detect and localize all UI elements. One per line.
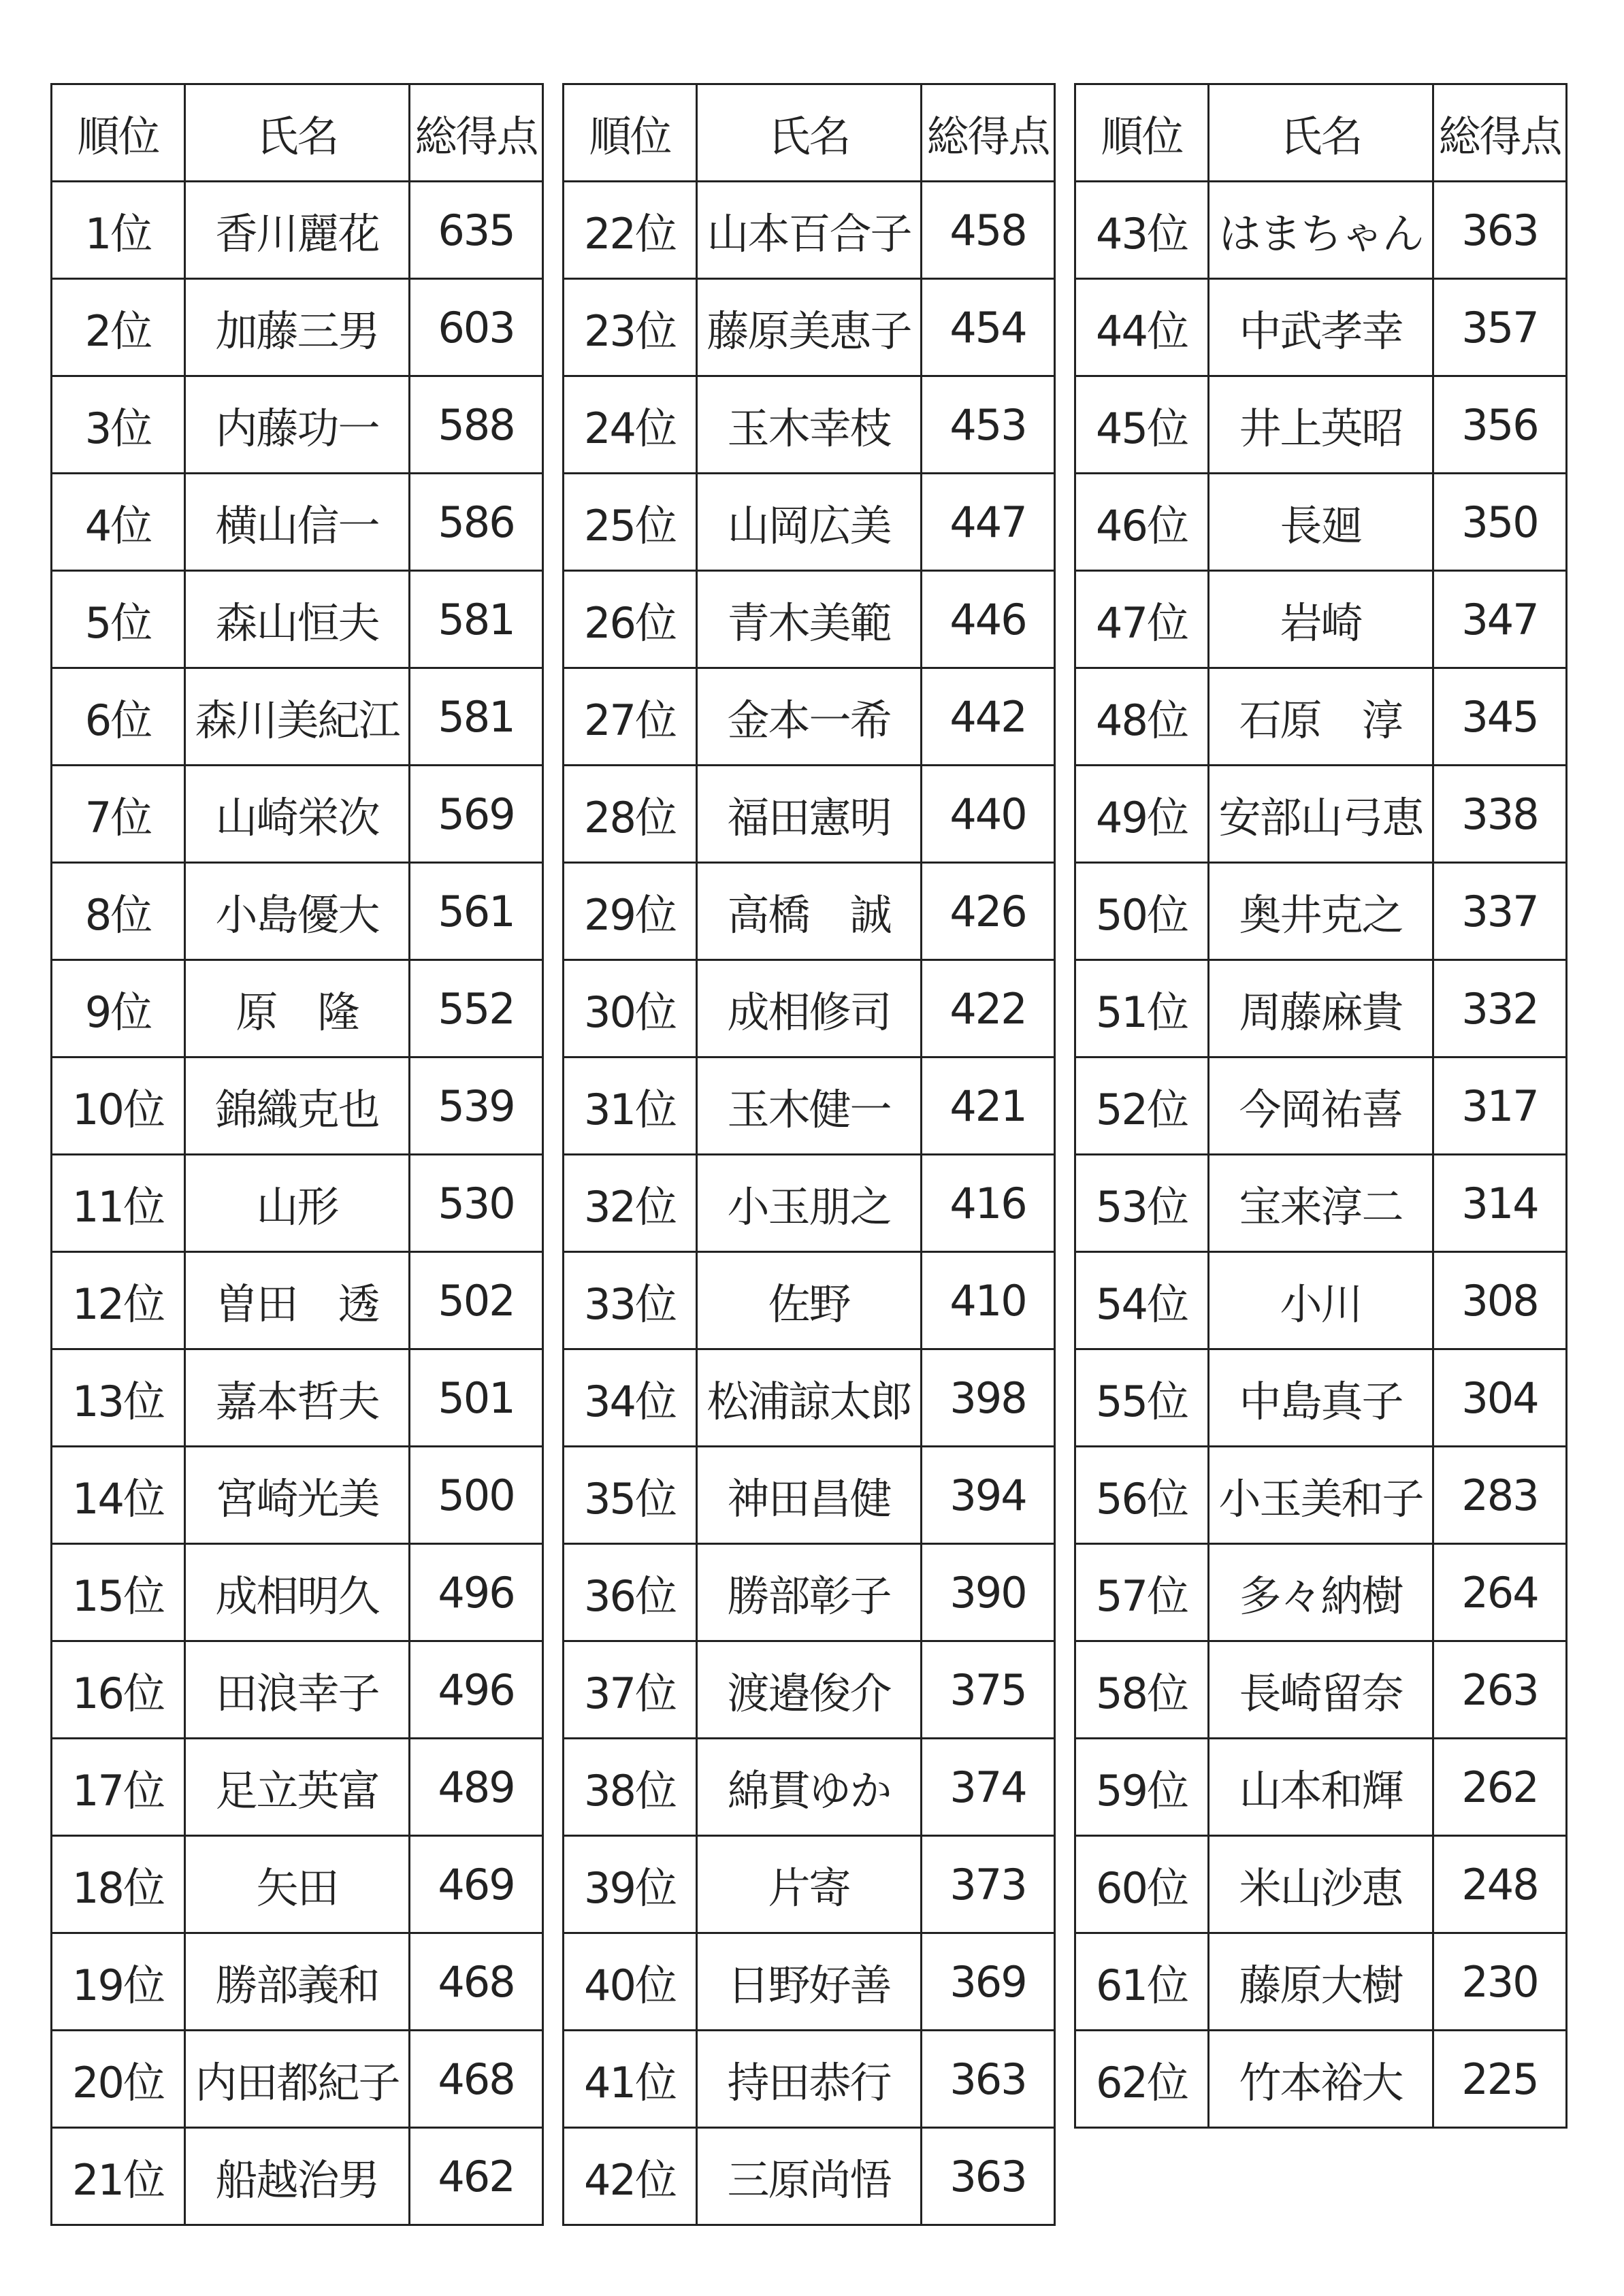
rank-cell: 4位 bbox=[52, 474, 185, 571]
score-cell: 440 bbox=[922, 766, 1055, 863]
rank-cell: 59位 bbox=[1075, 1739, 1209, 1836]
table-row bbox=[564, 1057, 1055, 1155]
name-cell: 小玉美和子 bbox=[1209, 1447, 1433, 1544]
rank-cell: 22位 bbox=[564, 182, 697, 279]
name-cell: 嘉本哲夫 bbox=[185, 1349, 410, 1447]
rank-cell: 56位 bbox=[1075, 1447, 1209, 1544]
rank-cell: 55位 bbox=[1075, 1349, 1209, 1447]
name-cell: 山岡広美 bbox=[697, 474, 922, 571]
score-cell: 263 bbox=[1433, 1641, 1567, 1739]
name-cell: 山崎栄次 bbox=[185, 766, 410, 863]
table-row bbox=[564, 1544, 1055, 1641]
score-header: 総得点 bbox=[1433, 84, 1567, 182]
rank-cell: 47位 bbox=[1075, 571, 1209, 668]
table-row bbox=[52, 766, 543, 863]
table-row bbox=[52, 182, 543, 279]
table-row bbox=[564, 863, 1055, 960]
score-cell: 308 bbox=[1433, 1252, 1567, 1349]
rank-cell: 16位 bbox=[52, 1641, 185, 1739]
rank-cell: 54位 bbox=[1075, 1252, 1209, 1349]
rank-cell: 51位 bbox=[1075, 960, 1209, 1057]
score-cell: 363 bbox=[1433, 182, 1567, 279]
score-cell: 390 bbox=[922, 1544, 1055, 1641]
score-cell: 283 bbox=[1433, 1447, 1567, 1544]
name-cell: 矢田 bbox=[185, 1836, 410, 1933]
score-cell: 345 bbox=[1433, 668, 1567, 766]
name-cell: 片寄 bbox=[697, 1836, 922, 1933]
name-cell: 小島優大 bbox=[185, 863, 410, 960]
name-cell: 内田都紀子 bbox=[185, 2031, 410, 2128]
rank-cell: 32位 bbox=[564, 1155, 697, 1252]
score-cell: 468 bbox=[410, 1933, 543, 2031]
rank-cell: 8位 bbox=[52, 863, 185, 960]
name-cell: 周藤麻貴 bbox=[1209, 960, 1433, 1057]
rank-cell: 49位 bbox=[1075, 766, 1209, 863]
name-cell: 内藤功一 bbox=[185, 376, 410, 474]
rank-cell: 14位 bbox=[52, 1447, 185, 1544]
score-cell: 363 bbox=[922, 2031, 1055, 2128]
table-row bbox=[1075, 182, 1567, 279]
name-cell: 香川麗花 bbox=[185, 182, 410, 279]
score-cell: 357 bbox=[1433, 279, 1567, 376]
name-cell: 玉木健一 bbox=[697, 1057, 922, 1155]
name-cell: 山本和輝 bbox=[1209, 1739, 1433, 1836]
name-cell: 森川美紀江 bbox=[185, 668, 410, 766]
ranking-table-1 bbox=[50, 83, 544, 2226]
score-cell: 264 bbox=[1433, 1544, 1567, 1641]
table-row bbox=[52, 1641, 543, 1739]
score-cell: 422 bbox=[922, 960, 1055, 1057]
table-row bbox=[1075, 1739, 1567, 1836]
name-cell: 中武孝幸 bbox=[1209, 279, 1433, 376]
name-cell: 小玉朋之 bbox=[697, 1155, 922, 1252]
score-cell: 314 bbox=[1433, 1155, 1567, 1252]
score-cell: 410 bbox=[922, 1252, 1055, 1349]
score-cell: 225 bbox=[1433, 2031, 1567, 2128]
name-cell: 持田恭行 bbox=[697, 2031, 922, 2128]
name-cell: 青木美範 bbox=[697, 571, 922, 668]
rank-cell: 41位 bbox=[564, 2031, 697, 2128]
name-cell: 勝部義和 bbox=[185, 1933, 410, 2031]
table-row bbox=[1075, 474, 1567, 571]
rank-cell: 33位 bbox=[564, 1252, 697, 1349]
name-cell: 小川 bbox=[1209, 1252, 1433, 1349]
score-cell: 603 bbox=[410, 279, 543, 376]
name-cell: 米山沙恵 bbox=[1209, 1836, 1433, 1933]
score-cell: 373 bbox=[922, 1836, 1055, 1933]
name-cell: 船越治男 bbox=[185, 2128, 410, 2225]
rank-cell: 50位 bbox=[1075, 863, 1209, 960]
table-row bbox=[52, 960, 543, 1057]
score-cell: 469 bbox=[410, 1836, 543, 1933]
rank-cell: 52位 bbox=[1075, 1057, 1209, 1155]
table-row bbox=[1075, 1447, 1567, 1544]
score-cell: 338 bbox=[1433, 766, 1567, 863]
table-row bbox=[52, 376, 543, 474]
header-row bbox=[1075, 84, 1567, 182]
score-cell: 552 bbox=[410, 960, 543, 1057]
name-cell: 勝部彰子 bbox=[697, 1544, 922, 1641]
name-cell: 高橋 誠 bbox=[697, 863, 922, 960]
table-row bbox=[564, 766, 1055, 863]
score-cell: 426 bbox=[922, 863, 1055, 960]
score-cell: 635 bbox=[410, 182, 543, 279]
table-row bbox=[1075, 1252, 1567, 1349]
rank-cell: 36位 bbox=[564, 1544, 697, 1641]
rank-cell: 3位 bbox=[52, 376, 185, 474]
score-cell: 454 bbox=[922, 279, 1055, 376]
name-cell: 錦織克也 bbox=[185, 1057, 410, 1155]
rank-cell: 35位 bbox=[564, 1447, 697, 1544]
rank-cell: 29位 bbox=[564, 863, 697, 960]
name-header: 氏名 bbox=[697, 84, 922, 182]
rank-cell: 39位 bbox=[564, 1836, 697, 1933]
rank-cell: 46位 bbox=[1075, 474, 1209, 571]
score-cell: 347 bbox=[1433, 571, 1567, 668]
name-cell: 山本百合子 bbox=[697, 182, 922, 279]
name-cell: 日野好善 bbox=[697, 1933, 922, 2031]
score-cell: 561 bbox=[410, 863, 543, 960]
score-header: 総得点 bbox=[410, 84, 543, 182]
name-cell: 足立英富 bbox=[185, 1739, 410, 1836]
name-cell: 曽田 透 bbox=[185, 1252, 410, 1349]
name-header: 氏名 bbox=[1209, 84, 1433, 182]
table-row bbox=[1075, 960, 1567, 1057]
score-cell: 569 bbox=[410, 766, 543, 863]
score-cell: 350 bbox=[1433, 474, 1567, 571]
score-cell: 530 bbox=[410, 1155, 543, 1252]
score-cell: 500 bbox=[410, 1447, 543, 1544]
table-row bbox=[52, 1447, 543, 1544]
name-cell: 成相修司 bbox=[697, 960, 922, 1057]
table-row bbox=[1075, 376, 1567, 474]
rank-cell: 61位 bbox=[1075, 1933, 1209, 2031]
name-cell: 中島真子 bbox=[1209, 1349, 1433, 1447]
rank-cell: 60位 bbox=[1075, 1836, 1209, 1933]
rank-cell: 21位 bbox=[52, 2128, 185, 2225]
table-row bbox=[1075, 1349, 1567, 1447]
rank-header: 順位 bbox=[52, 84, 185, 182]
name-cell: 森山恒夫 bbox=[185, 571, 410, 668]
table-row bbox=[52, 1057, 543, 1155]
name-cell: 奥井克之 bbox=[1209, 863, 1433, 960]
table-row bbox=[52, 1836, 543, 1933]
score-cell: 581 bbox=[410, 668, 543, 766]
score-cell: 230 bbox=[1433, 1933, 1567, 2031]
table-row bbox=[1075, 1933, 1567, 2031]
name-cell: 藤原大樹 bbox=[1209, 1933, 1433, 2031]
score-cell: 248 bbox=[1433, 1836, 1567, 1933]
table-row bbox=[1075, 571, 1567, 668]
table-row bbox=[564, 960, 1055, 1057]
score-cell: 586 bbox=[410, 474, 543, 571]
rank-cell: 24位 bbox=[564, 376, 697, 474]
score-cell: 501 bbox=[410, 1349, 543, 1447]
rank-header: 順位 bbox=[1075, 84, 1209, 182]
name-header: 氏名 bbox=[185, 84, 410, 182]
header-row bbox=[52, 84, 543, 182]
table-row bbox=[1075, 668, 1567, 766]
table-row bbox=[564, 571, 1055, 668]
name-cell: 宝来淳二 bbox=[1209, 1155, 1433, 1252]
table-row bbox=[564, 1739, 1055, 1836]
score-cell: 375 bbox=[922, 1641, 1055, 1739]
table-row bbox=[564, 474, 1055, 571]
rank-cell: 40位 bbox=[564, 1933, 697, 2031]
rank-cell: 17位 bbox=[52, 1739, 185, 1836]
header-row bbox=[564, 84, 1055, 182]
name-cell: 加藤三男 bbox=[185, 279, 410, 376]
table-row bbox=[1075, 2031, 1567, 2128]
rank-cell: 26位 bbox=[564, 571, 697, 668]
name-cell: 安部山弓恵 bbox=[1209, 766, 1433, 863]
rank-cell: 23位 bbox=[564, 279, 697, 376]
table-row bbox=[52, 668, 543, 766]
score-cell: 332 bbox=[1433, 960, 1567, 1057]
table-row bbox=[564, 1836, 1055, 1933]
table-row bbox=[1075, 1057, 1567, 1155]
table-row bbox=[564, 668, 1055, 766]
score-cell: 458 bbox=[922, 182, 1055, 279]
rank-cell: 7位 bbox=[52, 766, 185, 863]
ranking-table-2 bbox=[562, 83, 1056, 2226]
name-cell: 玉木幸枝 bbox=[697, 376, 922, 474]
table-row bbox=[52, 571, 543, 668]
name-cell: 佐野 bbox=[697, 1252, 922, 1349]
rank-cell: 2位 bbox=[52, 279, 185, 376]
rank-cell: 57位 bbox=[1075, 1544, 1209, 1641]
table-row bbox=[1075, 279, 1567, 376]
name-cell: 井上英昭 bbox=[1209, 376, 1433, 474]
table-row bbox=[1075, 1544, 1567, 1641]
name-cell: 岩崎 bbox=[1209, 571, 1433, 668]
table-row bbox=[1075, 863, 1567, 960]
score-cell: 394 bbox=[922, 1447, 1055, 1544]
table-row bbox=[564, 2128, 1055, 2225]
name-cell: 多々納樹 bbox=[1209, 1544, 1433, 1641]
rank-cell: 27位 bbox=[564, 668, 697, 766]
rank-cell: 42位 bbox=[564, 2128, 697, 2225]
table-row bbox=[564, 279, 1055, 376]
name-cell: 綿貫ゆか bbox=[697, 1739, 922, 1836]
rank-cell: 10位 bbox=[52, 1057, 185, 1155]
score-cell: 468 bbox=[410, 2031, 543, 2128]
rank-cell: 25位 bbox=[564, 474, 697, 571]
rank-cell: 34位 bbox=[564, 1349, 697, 1447]
table-row bbox=[564, 182, 1055, 279]
score-cell: 304 bbox=[1433, 1349, 1567, 1447]
rank-cell: 30位 bbox=[564, 960, 697, 1057]
score-cell: 539 bbox=[410, 1057, 543, 1155]
name-cell: 宮崎光美 bbox=[185, 1447, 410, 1544]
score-cell: 421 bbox=[922, 1057, 1055, 1155]
table-row bbox=[52, 863, 543, 960]
name-cell: はまちゃん bbox=[1209, 182, 1433, 279]
score-cell: 588 bbox=[410, 376, 543, 474]
rank-cell: 9位 bbox=[52, 960, 185, 1057]
rank-cell: 12位 bbox=[52, 1252, 185, 1349]
name-cell: 田浪幸子 bbox=[185, 1641, 410, 1739]
rank-cell: 13位 bbox=[52, 1349, 185, 1447]
table-row bbox=[52, 1933, 543, 2031]
name-cell: 山形 bbox=[185, 1155, 410, 1252]
table-row bbox=[564, 1641, 1055, 1739]
score-cell: 447 bbox=[922, 474, 1055, 571]
table-row bbox=[564, 1349, 1055, 1447]
table-row bbox=[1075, 1836, 1567, 1933]
ranking-table-3 bbox=[1074, 83, 1568, 2129]
rank-cell: 6位 bbox=[52, 668, 185, 766]
score-cell: 496 bbox=[410, 1544, 543, 1641]
table-row bbox=[564, 1252, 1055, 1349]
score-cell: 446 bbox=[922, 571, 1055, 668]
rank-cell: 15位 bbox=[52, 1544, 185, 1641]
score-cell: 442 bbox=[922, 668, 1055, 766]
table-row bbox=[1075, 1155, 1567, 1252]
score-cell: 416 bbox=[922, 1155, 1055, 1252]
table-row bbox=[564, 1447, 1055, 1544]
table-row bbox=[564, 376, 1055, 474]
name-cell: 福田憲明 bbox=[697, 766, 922, 863]
rank-cell: 37位 bbox=[564, 1641, 697, 1739]
table-row bbox=[564, 1933, 1055, 2031]
score-cell: 262 bbox=[1433, 1739, 1567, 1836]
table-row bbox=[52, 1155, 543, 1252]
table-row bbox=[564, 2031, 1055, 2128]
table-row bbox=[1075, 1641, 1567, 1739]
rank-cell: 28位 bbox=[564, 766, 697, 863]
rank-cell: 31位 bbox=[564, 1057, 697, 1155]
table-row bbox=[52, 279, 543, 376]
table-row bbox=[52, 1349, 543, 1447]
table-row bbox=[52, 2128, 543, 2225]
rank-cell: 62位 bbox=[1075, 2031, 1209, 2128]
rank-cell: 19位 bbox=[52, 1933, 185, 2031]
rank-cell: 20位 bbox=[52, 2031, 185, 2128]
score-cell: 356 bbox=[1433, 376, 1567, 474]
table-row bbox=[52, 1544, 543, 1641]
score-header: 総得点 bbox=[922, 84, 1055, 182]
rank-cell: 5位 bbox=[52, 571, 185, 668]
name-cell: 渡邉俊介 bbox=[697, 1641, 922, 1739]
score-cell: 496 bbox=[410, 1641, 543, 1739]
rank-cell: 53位 bbox=[1075, 1155, 1209, 1252]
name-cell: 松浦諒太郎 bbox=[697, 1349, 922, 1447]
rank-cell: 48位 bbox=[1075, 668, 1209, 766]
score-cell: 489 bbox=[410, 1739, 543, 1836]
rank-cell: 58位 bbox=[1075, 1641, 1209, 1739]
name-cell: 三原尚悟 bbox=[697, 2128, 922, 2225]
rank-cell: 45位 bbox=[1075, 376, 1209, 474]
name-cell: 成相明久 bbox=[185, 1544, 410, 1641]
score-cell: 369 bbox=[922, 1933, 1055, 2031]
rank-cell: 11位 bbox=[52, 1155, 185, 1252]
name-cell: 横山信一 bbox=[185, 474, 410, 571]
rank-header: 順位 bbox=[564, 84, 697, 182]
name-cell: 石原 淳 bbox=[1209, 668, 1433, 766]
score-cell: 317 bbox=[1433, 1057, 1567, 1155]
score-cell: 363 bbox=[922, 2128, 1055, 2225]
rank-cell: 1位 bbox=[52, 182, 185, 279]
name-cell: 金本一希 bbox=[697, 668, 922, 766]
score-cell: 502 bbox=[410, 1252, 543, 1349]
rank-cell: 43位 bbox=[1075, 182, 1209, 279]
table-row bbox=[52, 1252, 543, 1349]
score-cell: 374 bbox=[922, 1739, 1055, 1836]
score-cell: 398 bbox=[922, 1349, 1055, 1447]
name-cell: 神田昌健 bbox=[697, 1447, 922, 1544]
rank-cell: 38位 bbox=[564, 1739, 697, 1836]
table-row bbox=[564, 1155, 1055, 1252]
score-cell: 581 bbox=[410, 571, 543, 668]
rank-cell: 44位 bbox=[1075, 279, 1209, 376]
table-row bbox=[52, 2031, 543, 2128]
table-row bbox=[52, 1739, 543, 1836]
score-cell: 337 bbox=[1433, 863, 1567, 960]
name-cell: 原 隆 bbox=[185, 960, 410, 1057]
name-cell: 藤原美恵子 bbox=[697, 279, 922, 376]
table-row bbox=[52, 474, 543, 571]
score-cell: 462 bbox=[410, 2128, 543, 2225]
name-cell: 長廻 bbox=[1209, 474, 1433, 571]
score-cell: 453 bbox=[922, 376, 1055, 474]
rank-cell: 18位 bbox=[52, 1836, 185, 1933]
name-cell: 竹本裕大 bbox=[1209, 2031, 1433, 2128]
name-cell: 長崎留奈 bbox=[1209, 1641, 1433, 1739]
name-cell: 今岡祐喜 bbox=[1209, 1057, 1433, 1155]
table-row bbox=[1075, 766, 1567, 863]
